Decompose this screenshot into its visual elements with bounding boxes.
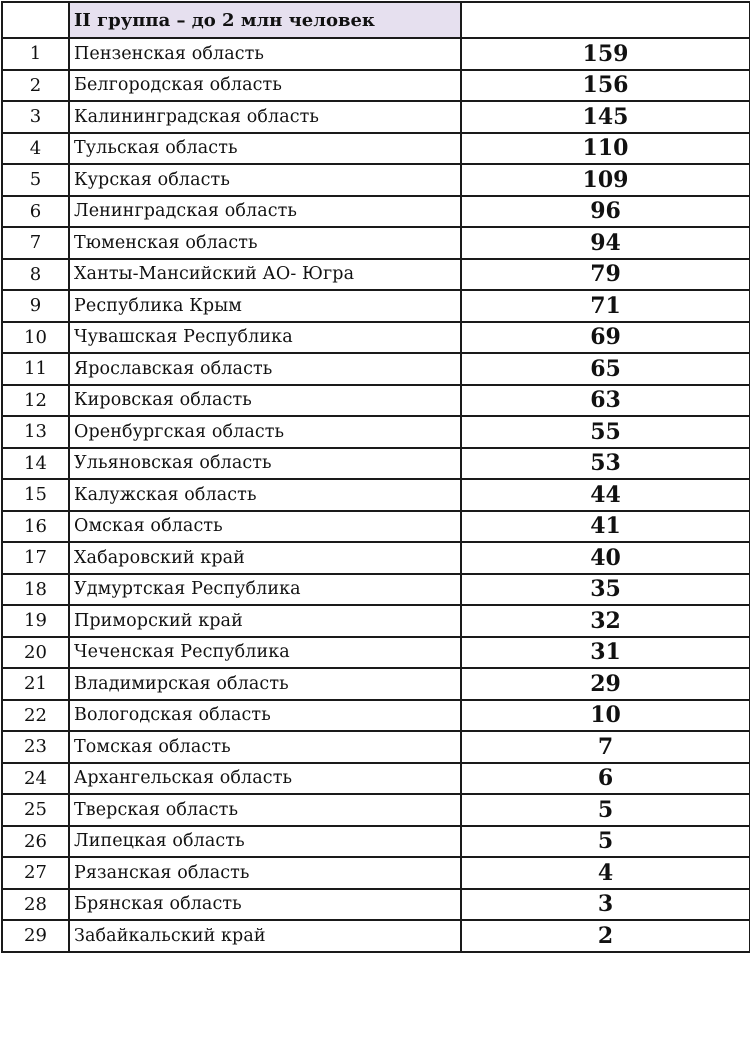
region-value: 109 <box>461 164 750 196</box>
region-value: 79 <box>461 259 750 291</box>
row-number: 5 <box>2 164 69 196</box>
region-value: 159 <box>461 38 750 70</box>
table-row <box>2 353 750 385</box>
row-number: 13 <box>2 416 69 448</box>
region-value: 94 <box>461 227 750 259</box>
table-row <box>2 668 750 700</box>
region-name: Калужская область <box>69 479 461 511</box>
region-name: Оренбургская область <box>69 416 461 448</box>
region-value: 35 <box>461 574 750 606</box>
region-name: Ленинградская область <box>69 196 461 228</box>
region-ranking-table <box>1 1 750 953</box>
region-value: 32 <box>461 605 750 637</box>
region-value: 40 <box>461 542 750 574</box>
row-number: 19 <box>2 605 69 637</box>
region-value: 53 <box>461 448 750 480</box>
region-value: 4 <box>461 857 750 889</box>
row-number: 9 <box>2 290 69 322</box>
region-value: 65 <box>461 353 750 385</box>
row-number: 25 <box>2 794 69 826</box>
table-row <box>2 857 750 889</box>
region-name: Ханты-Мансийский АО- Югра <box>69 259 461 291</box>
row-number: 1 <box>2 38 69 70</box>
group-title: II группа – до 2 млн человек <box>69 2 461 38</box>
region-name: Курская область <box>69 164 461 196</box>
row-number: 26 <box>2 826 69 858</box>
table-row <box>2 196 750 228</box>
table-row <box>2 700 750 732</box>
table-row <box>2 763 750 795</box>
region-name: Омская область <box>69 511 461 543</box>
region-name: Рязанская область <box>69 857 461 889</box>
header-value-cell <box>461 2 750 38</box>
region-name: Липецкая область <box>69 826 461 858</box>
row-number: 29 <box>2 920 69 952</box>
table-row <box>2 133 750 165</box>
table-row <box>2 574 750 606</box>
table-row <box>2 511 750 543</box>
row-number: 10 <box>2 322 69 354</box>
table-row <box>2 416 750 448</box>
row-number: 27 <box>2 857 69 889</box>
region-name: Чеченская Республика <box>69 637 461 669</box>
region-name: Удмуртская Республика <box>69 574 461 606</box>
row-number: 7 <box>2 227 69 259</box>
region-name: Республика Крым <box>69 290 461 322</box>
region-value: 29 <box>461 668 750 700</box>
region-value: 71 <box>461 290 750 322</box>
table-body <box>2 2 750 952</box>
table-row <box>2 322 750 354</box>
region-value: 55 <box>461 416 750 448</box>
row-number: 22 <box>2 700 69 732</box>
table-header-row <box>2 2 750 38</box>
row-number: 2 <box>2 70 69 102</box>
region-value: 10 <box>461 700 750 732</box>
region-name: Владимирская область <box>69 668 461 700</box>
region-value: 3 <box>461 889 750 921</box>
table-row <box>2 385 750 417</box>
table-row <box>2 826 750 858</box>
row-number: 3 <box>2 101 69 133</box>
table-row <box>2 920 750 952</box>
region-name: Хабаровский край <box>69 542 461 574</box>
table-row <box>2 259 750 291</box>
region-value: 31 <box>461 637 750 669</box>
region-value: 5 <box>461 794 750 826</box>
region-name: Кировская область <box>69 385 461 417</box>
region-value: 63 <box>461 385 750 417</box>
row-number: 21 <box>2 668 69 700</box>
region-name: Тюменская область <box>69 227 461 259</box>
row-number: 15 <box>2 479 69 511</box>
region-value: 96 <box>461 196 750 228</box>
region-value: 41 <box>461 511 750 543</box>
table-row <box>2 637 750 669</box>
row-number: 24 <box>2 763 69 795</box>
row-number: 8 <box>2 259 69 291</box>
table-row <box>2 542 750 574</box>
region-name: Томская область <box>69 731 461 763</box>
region-name: Ульяновская область <box>69 448 461 480</box>
table-row <box>2 38 750 70</box>
table-row <box>2 479 750 511</box>
region-name: Приморский край <box>69 605 461 637</box>
region-name: Тверская область <box>69 794 461 826</box>
region-name: Белгородская область <box>69 70 461 102</box>
row-number: 14 <box>2 448 69 480</box>
region-value: 5 <box>461 826 750 858</box>
region-name: Архангельская область <box>69 763 461 795</box>
row-number: 17 <box>2 542 69 574</box>
table-row <box>2 605 750 637</box>
row-number: 23 <box>2 731 69 763</box>
row-number: 6 <box>2 196 69 228</box>
region-value: 7 <box>461 731 750 763</box>
row-number: 4 <box>2 133 69 165</box>
region-value: 6 <box>461 763 750 795</box>
row-number: 20 <box>2 637 69 669</box>
table-row <box>2 70 750 102</box>
region-value: 44 <box>461 479 750 511</box>
row-number: 11 <box>2 353 69 385</box>
header-num-cell <box>2 2 69 38</box>
table-row <box>2 794 750 826</box>
table-row <box>2 227 750 259</box>
table-row <box>2 101 750 133</box>
region-name: Тульская область <box>69 133 461 165</box>
region-name: Брянская область <box>69 889 461 921</box>
table-row <box>2 164 750 196</box>
region-name: Ярославская область <box>69 353 461 385</box>
region-value: 145 <box>461 101 750 133</box>
region-name: Калининградская область <box>69 101 461 133</box>
table-row <box>2 731 750 763</box>
table-row <box>2 290 750 322</box>
region-name: Забайкальский край <box>69 920 461 952</box>
region-name: Вологодская область <box>69 700 461 732</box>
row-number: 12 <box>2 385 69 417</box>
region-name: Чувашская Республика <box>69 322 461 354</box>
region-name: Пензенская область <box>69 38 461 70</box>
row-number: 18 <box>2 574 69 606</box>
row-number: 28 <box>2 889 69 921</box>
table-row <box>2 889 750 921</box>
row-number: 16 <box>2 511 69 543</box>
region-value: 156 <box>461 70 750 102</box>
region-value: 110 <box>461 133 750 165</box>
table-row <box>2 448 750 480</box>
region-value: 69 <box>461 322 750 354</box>
region-value: 2 <box>461 920 750 952</box>
